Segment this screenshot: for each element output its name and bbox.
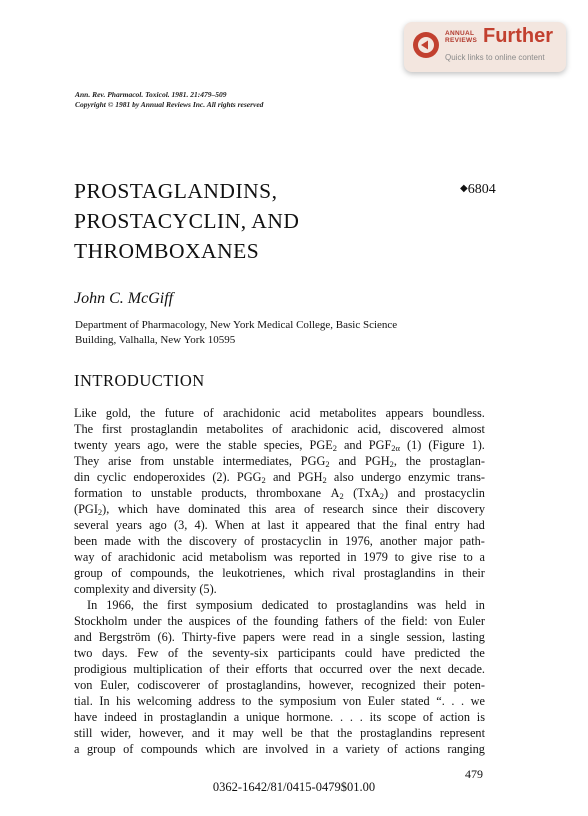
body-line: In 1966, the first symposium dedicated to prostaglandins was held in	[87, 598, 485, 612]
title-line: PROSTAGLANDINS,	[74, 179, 278, 203]
diamond-icon: ◆	[460, 183, 468, 194]
body-line: tial. In his welcoming address to the symposium von Euler stated “. . . we	[74, 694, 485, 708]
title-line: THROMBOXANES	[74, 239, 260, 263]
badge-subtitle[interactable]: Quick links to online content	[445, 53, 545, 62]
body-line: way of arachidonic acid metabolism was reported in 1979 to give rise to a	[74, 550, 485, 564]
body-line: a group of compounds which are involved in a variety of actions ranging	[74, 742, 485, 756]
journal-citation: Ann. Rev. Pharmacol. Toxicol. 1981. 21:479–509	[75, 90, 227, 99]
copyright-line: Copyright © 1981 by Annual Reviews Inc. All rights reserved	[75, 100, 264, 109]
body-line: Stockholm under the auspices of the founding fathers of the field: von Euler	[74, 614, 485, 628]
body-line: They arise from unstable intermediates, $PGG_2$ and $PGH_2$, the prostaglan-	[74, 454, 485, 469]
author-affiliation	[75, 318, 475, 348]
badge-further-text[interactable]: Further	[483, 25, 553, 47]
body-line: have indeed in prostaglandin a unique hormone. . . . its scope of action is	[74, 710, 485, 724]
body-line: von Euler, codiscoverer of prostaglandins, however, recognized their poten-	[74, 678, 485, 692]
body-line: been made with the discovery of prostacyclin in 1976, another major path-	[74, 534, 485, 548]
body-line: din cyclic endoperoxides (2). $PGG_2$ and $PGH_2$ also undergo enzymic trans-	[74, 470, 485, 485]
body-line: twenty years ago, were the stable species, $PGE_2$ and $PGF_{2\alpha}$ (1) (Figure 1).	[74, 438, 485, 453]
badge-reviews-text: REVIEWS	[445, 37, 478, 44]
further-badge[interactable]	[404, 22, 566, 72]
body-line: formation to unstable products, thromboxane $A_2$ (TxA$_2$) and prostacyclin	[74, 486, 485, 501]
section-heading: INTRODUCTION	[74, 371, 205, 390]
page-number: 479	[465, 767, 483, 781]
body-line: $(PGI_2)$, which have dominated this area of research since their discovery	[74, 502, 485, 517]
title-line: PROSTACYCLIN, AND	[74, 209, 300, 233]
body-line: Like gold, the future of arachidonic acid metabolites appears boundless.	[74, 406, 485, 420]
body-line: two days. Few of the seventy-six participants could have predicted the	[74, 646, 485, 660]
body-line: complexity and diversity (5).	[74, 582, 217, 596]
price-code: 0362-1642/81/0415-0479$01.00	[212, 780, 376, 794]
author-name: John C. McGiff	[74, 290, 174, 307]
badge-annual-text: ANNUAL	[445, 30, 475, 37]
body-line: The first prostaglandin metabolites of arachidonic acid, discovered almost	[74, 422, 485, 436]
body-line: group of compounds, the leukotrienes, which rival prostaglandins in their	[74, 566, 485, 580]
article-title	[74, 176, 299, 266]
body-line: and Bergström (6). Thirty-five papers were read in a single session, lasting	[74, 630, 485, 644]
body-text	[74, 405, 485, 757]
annual-reviews-logo-icon	[412, 31, 440, 59]
body-line: prodigious multiplication of their efforts that occurred over the next decade.	[74, 662, 485, 676]
affiliation-line: Building, Valhalla, New York 10595	[75, 334, 236, 346]
body-line: still wider, however, and it may well be that the prostaglandins represent	[74, 726, 485, 740]
article-code	[460, 182, 496, 198]
body-line: several years ago (3, 4). When at last it appeared that the final entry had	[74, 518, 485, 532]
article-code-number: 6804	[467, 182, 496, 197]
affiliation-line: Department of Pharmacology, New York Medical College, Basic Science	[75, 319, 398, 331]
